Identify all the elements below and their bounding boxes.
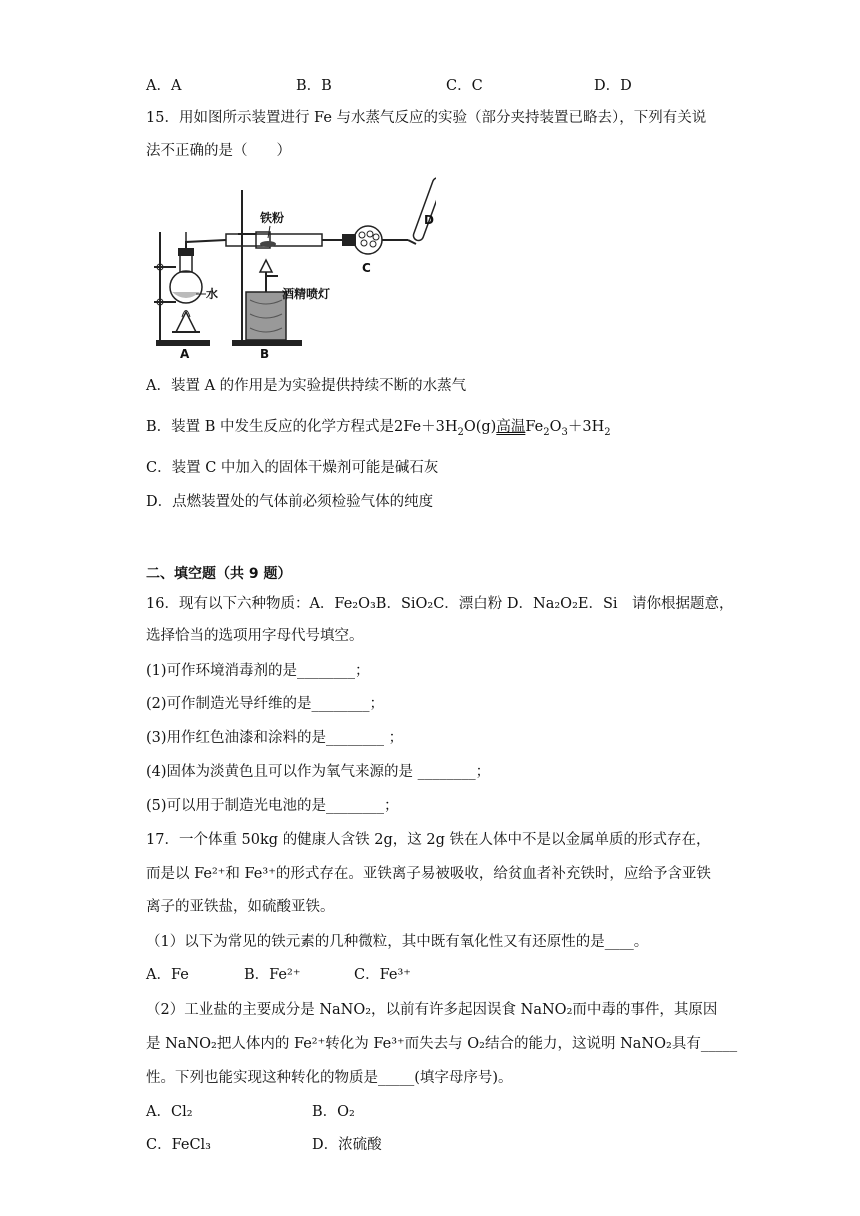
q17-sub1: （1）以下为常见的铁元素的几种微粒，其中既有氧化性又有还原性的是____。 bbox=[146, 934, 649, 950]
equation-mid: O(g) bbox=[463, 419, 497, 435]
equation-right-2: O bbox=[549, 419, 562, 435]
q14-option-a: A．A bbox=[146, 78, 182, 94]
q16-item-3: (3)用作红色油漆和涂料的是________ ； bbox=[146, 730, 404, 746]
section-2-title: 二、填空题（共 9 题） bbox=[146, 566, 292, 582]
q15-stem-line2: 法不正确的是（ ） bbox=[146, 143, 291, 159]
iron-powder bbox=[260, 241, 276, 247]
q17-sub2-option-c: C．FeCl₃ bbox=[146, 1137, 211, 1153]
equation-left: 2Fe＋3H bbox=[394, 419, 458, 435]
granule-1 bbox=[359, 232, 365, 238]
flask-a-neck bbox=[180, 254, 192, 272]
lamp-flame bbox=[260, 260, 272, 272]
stand-b-base bbox=[232, 340, 302, 346]
granule-5 bbox=[373, 234, 379, 240]
q15-option-a: A．装置 A 的作用是为实验提供持续不断的水蒸气 bbox=[146, 378, 467, 394]
granule-4 bbox=[370, 241, 376, 247]
q14-options bbox=[146, 74, 706, 96]
q14-option-d: D．D bbox=[594, 78, 632, 94]
q15-option-b-prefix: B．装置 B 中发生反应的化学方程式是 bbox=[146, 419, 395, 435]
q17-sub2-options-row2 bbox=[146, 1133, 546, 1155]
q17-sub1-option-a: A．Fe bbox=[146, 967, 189, 983]
flask-a-water bbox=[172, 292, 200, 298]
q16-stem-line1: 16．现有以下六种物质：A．Fe₂O₃B．SiO₂C．漂白粉 D．Na₂O₂E．Si 请你根据题意， bbox=[146, 596, 734, 612]
q16-stem-line2: 选择恰当的选项用字母代号填空。 bbox=[146, 628, 364, 644]
label-lamp: 酒精喷灯 bbox=[282, 287, 331, 301]
label-a: A bbox=[180, 347, 190, 361]
label-d: D bbox=[424, 213, 434, 227]
label-water: 水 bbox=[206, 287, 219, 301]
q17-line2: 而是以 Fe²⁺和 Fe³⁺的形式存在。亚铁离子易被吸收，给贫血者补充铁时，应给予含亚铁 bbox=[146, 866, 711, 882]
equation-sub-3: 3 bbox=[561, 426, 568, 438]
q17-sub2-option-b: B．O₂ bbox=[312, 1104, 355, 1120]
q15-stem-line1: 15．用如图所示装置进行 Fe 与水蒸气反应的实验（部分夹持装置已略去），下列有关说 bbox=[146, 110, 707, 126]
granule-3 bbox=[361, 240, 367, 246]
flask-a bbox=[170, 271, 202, 303]
equation-right-3: ＋3H bbox=[567, 419, 605, 435]
q17-sub2-options-row1 bbox=[146, 1100, 546, 1122]
q15-option-d: D．点燃装置处的气体前必须检验气体的纯度 bbox=[146, 494, 434, 510]
q17-sub2-option-d: D．浓硫酸 bbox=[312, 1137, 382, 1153]
q17-sub1-option-b: B．Fe²⁺ bbox=[244, 967, 301, 983]
burner-a bbox=[176, 312, 196, 332]
q16-item-4: (4)固体为淡黄色且可以作为氧气来源的是 ________； bbox=[146, 764, 491, 780]
granule-2 bbox=[367, 231, 373, 237]
label-b: B bbox=[260, 347, 270, 361]
apparatus-diagram bbox=[146, 172, 436, 362]
equation-sub-4: 2 bbox=[604, 426, 611, 438]
equation-sub-1: 2 bbox=[457, 426, 464, 438]
equation-sub-2: 2 bbox=[543, 426, 550, 438]
tube-d-connector bbox=[408, 240, 416, 244]
q17-sub2-option-a: A．Cl₂ bbox=[146, 1104, 193, 1120]
label-iron-powder: 铁粉 bbox=[260, 211, 285, 225]
test-tube-d bbox=[412, 176, 436, 241]
q17-sub2-line1: （2）工业盐的主要成分是 NaNO₂，以前有许多起因误食 NaNO₂而中毒的事件，其原因 bbox=[146, 1002, 718, 1018]
q17-sub1-option-c: C．Fe³⁺ bbox=[354, 967, 411, 983]
q16-item-2: (2)可作制造光导纤维的是________； bbox=[146, 696, 385, 712]
stand-a-base bbox=[156, 340, 210, 346]
lamp-body bbox=[246, 292, 286, 340]
q16-item-1: (1)可作环境消毒剂的是________； bbox=[146, 663, 370, 679]
q14-option-c: C．C bbox=[446, 78, 483, 94]
q17-sub2-line3: 性。下列也能实现这种转化的物质是_____(填字母序号)。 bbox=[146, 1070, 513, 1086]
label-c: C bbox=[362, 261, 371, 275]
q17-sub1-options bbox=[146, 963, 446, 985]
equation-right-1: Fe bbox=[525, 419, 544, 435]
q15-option-b bbox=[146, 415, 611, 438]
q16-item-5: (5)可以用于制造光电池的是________； bbox=[146, 798, 399, 814]
q14-option-b: B．B bbox=[296, 78, 332, 94]
equation-condition: 高温 bbox=[496, 419, 526, 435]
q17-sub2-line2: 是 NaNO₂把人体内的 Fe²⁺转化为 Fe³⁺而失去与 O₂结合的能力，这说明 NaNO₂具有_____ bbox=[146, 1036, 738, 1052]
q17-line3: 离子的亚铁盐，如硫酸亚铁。 bbox=[146, 899, 335, 915]
q15-option-c: C．装置 C 中加入的固体干燥剂可能是碱石灰 bbox=[146, 460, 439, 476]
q15-apparatus-figure bbox=[146, 172, 436, 362]
q17-line1: 17．一个体重 50kg 的健康人含铁 2g，这 2g 铁在人体中不是以金属单质的形式存在， bbox=[146, 832, 711, 848]
